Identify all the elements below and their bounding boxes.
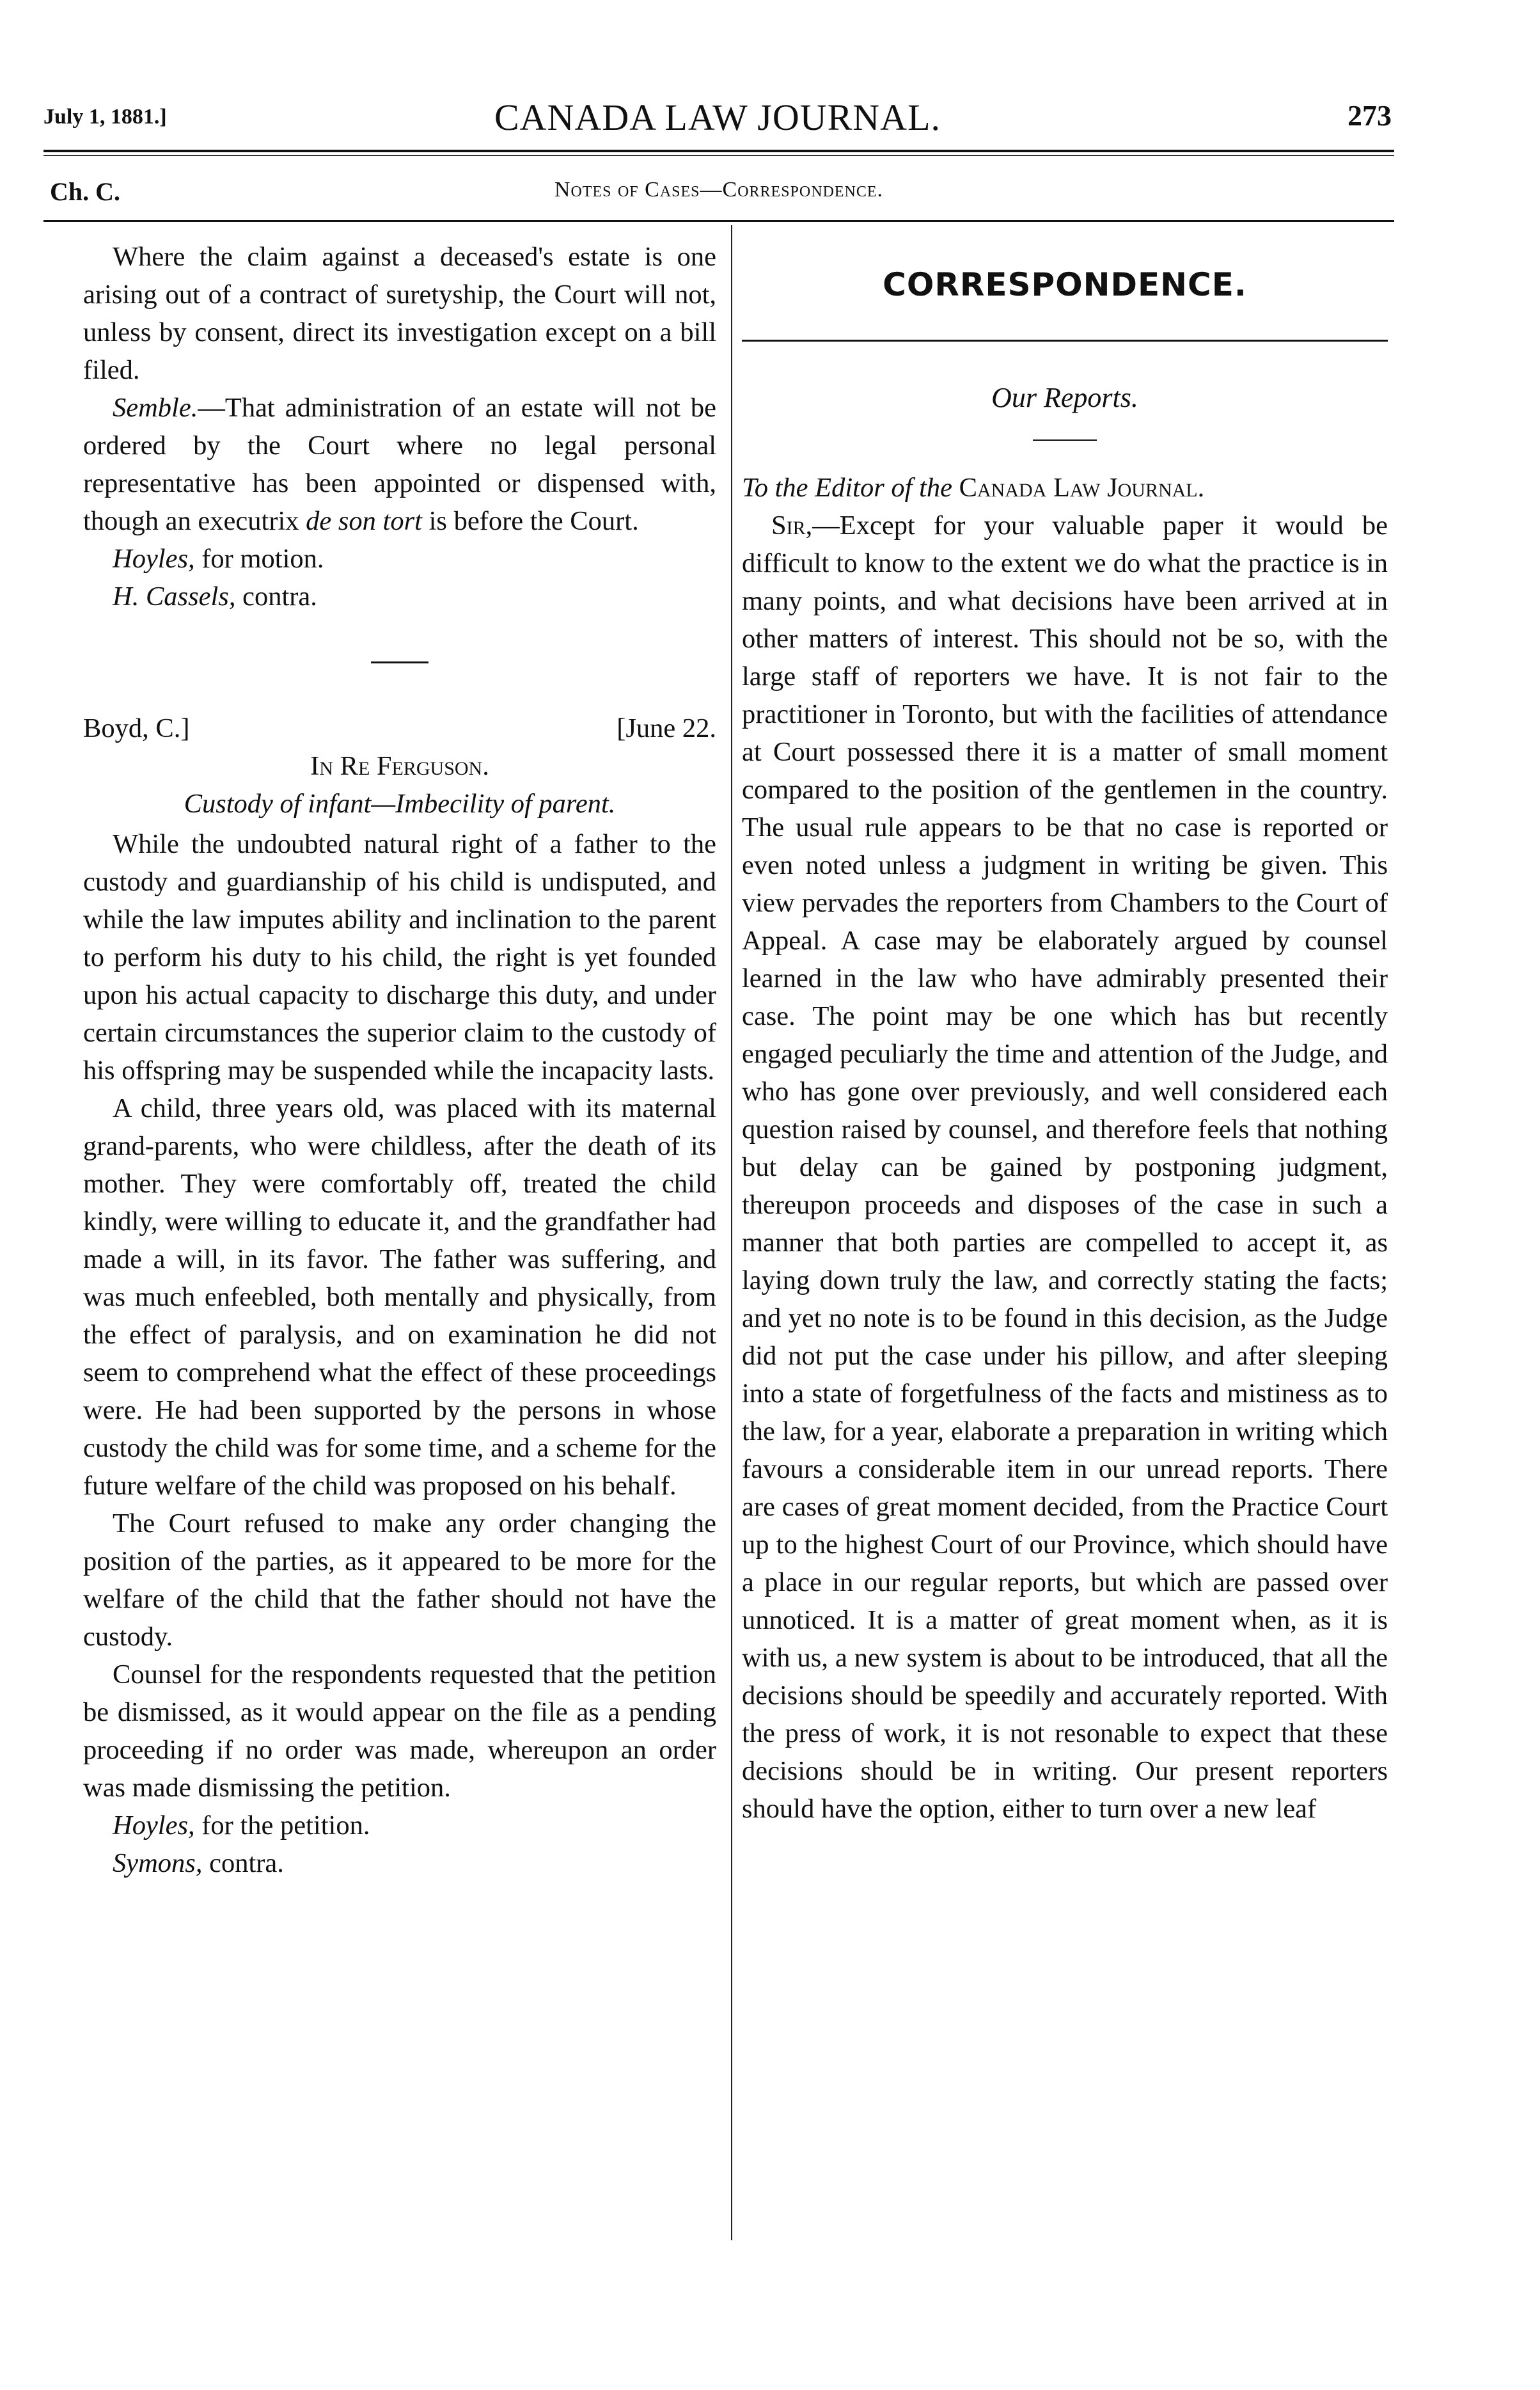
correspondence-rule bbox=[742, 340, 1388, 342]
column-divider bbox=[731, 225, 732, 2240]
page-number: 273 bbox=[1348, 99, 1392, 132]
case2-counsel-contra: Symons, contra. bbox=[113, 1848, 284, 1878]
header-rule-thin bbox=[43, 155, 1394, 156]
issue-date: July 1, 1881.] bbox=[43, 105, 167, 129]
correspondence-title: CORRESPONDENCE. bbox=[883, 266, 1247, 303]
section-header bbox=[43, 174, 1394, 206]
section-rule bbox=[43, 220, 1394, 222]
case1-semble: Semble.—That administration of an estate will not be ordered by the Court where no legal personal representative has been appointed or dispensed with, though an executrix de son tort is before the Court. bbox=[83, 393, 716, 536]
case2-subject: Custody of infant—Imbecility of parent. bbox=[184, 788, 616, 819]
letter-body: Sir,—Except for your valuable paper it would be difficult to know to the extent we do what the practice is in many points, and what decisions have been arrived at in other matters of interest. This should not be so, with the large staff of reporters we have. It is not fair to the practitioner in Toronto, but with the facilities of attendance at Court possessed there it is a matter of small moment compared to the position of the gentlemen in the country. The usual rule appears to be that no case is reported or even noted unless a judgment in writing be given. This view pervades the reporters from Chambers to the Court of Appeal. A case may be elaborately argued by counsel learned in the law who have admirably presented their case. The point may be one which has but recently engaged peculiarly the time and attention of the Judge, and who has gone over previously, and well considered each question raised by counsel, and therefore feels that nothing but delay can be gained by postponing judgment, thereupon proceeds and disposes of the case in such a manner that both parties are compelled to accept it, as laying down truly the law, and correctly stating the facts; and yet no note is to be found in this decision, as the Judge did not put the case under his pillow, and after sleeping into a state of forgetfulness of the facts and mistiness as to the law, for a year, elaborate a preparation in writing which favours a considerable item in our unread reports. There are cases of great moment decided, from the Practice Court up to the highest Court of our Province, which should have a place in our regular reports, but which are passed over unnoticed. It is a matter of great moment when, as it is with us, a new system is about to be introduced, that all the decisions should be speedily and accurately reported. With the press of work, it is not resonable to expect that these decisions should be in writing. Our present reporters should have the option, either to turn over a new leaf bbox=[742, 510, 1388, 1824]
case2-heading-line bbox=[83, 709, 716, 747]
case2-para4: Counsel for the respondents requested that the petition be dismissed, as it would appear on the file as a pending proceeding if no order was made, whereupon an order was made dismissing the petition. bbox=[83, 1659, 716, 1803]
case2-title: In Re Ferguson. bbox=[310, 750, 489, 781]
case2-para1: While the undoubted natural right of a father to the custody and guardianship of his child is undisputed, and while the law imputes ability and inclination to the parent to perform his duty to his child, the right is yet founded upon his actual capacity to discharge this duty, and under certain circumstances the superior claim to the custody of his offspring may be suspended while the incapacity lasts. bbox=[83, 828, 716, 1086]
letter-salutation: To the Editor of the Canada Law Journal. bbox=[742, 473, 1205, 503]
letter-title: Our Reports. bbox=[991, 381, 1138, 413]
case2-date: [June 22. bbox=[617, 713, 716, 743]
running-header bbox=[43, 96, 1392, 138]
case1-counsel-contra: H. Cassels, contra. bbox=[113, 582, 317, 612]
case2-para2: A child, three years old, was placed with its maternal grand-parents, who were childless, after the death of its mother. They were comfortably off, treated the child kindly, were willing to educate it, and the grandfather had made a will, in its favor. The father was suffering, and was much enfeebled, both mentally and physically, from the effect of paralysis, and on examination he did not seem to comprehend what the effect of these proceedings were. He had been supported by the persons in whose custody the child was for some time, and a scheme for the future welfare of the child was proposed on his behalf. bbox=[83, 1093, 716, 1501]
case2-para3: The Court refused to make any order changing the position of the parties, as it appeared to be more for the welfare of the child that the father should not have the custody. bbox=[83, 1508, 716, 1652]
case2-judge: Boyd, C.] bbox=[83, 713, 190, 743]
case1-counsel-for: Hoyles, for motion. bbox=[113, 544, 324, 574]
de-son-tort: de son tort bbox=[306, 506, 422, 536]
case1-holding: Where the claim against a deceased's estate is one arising out of a contract of suretyship, the Court will not, unless by consent, direct its investigation except on a bill filed. bbox=[83, 242, 716, 385]
case2-counsel-for: Hoyles, for the petition. bbox=[113, 1810, 370, 1840]
semble-label: Semble. bbox=[113, 393, 198, 423]
right-column bbox=[742, 238, 1388, 1828]
section-heading: Notes of Cases—Correspondence. bbox=[554, 178, 884, 202]
journal-title: CANADA LAW JOURNAL. bbox=[494, 97, 941, 138]
court-abbreviation: Ch. C. bbox=[50, 177, 121, 206]
header-rule-thick bbox=[43, 150, 1394, 152]
letter-sir: Sir, bbox=[771, 510, 813, 541]
left-column bbox=[83, 238, 716, 1882]
